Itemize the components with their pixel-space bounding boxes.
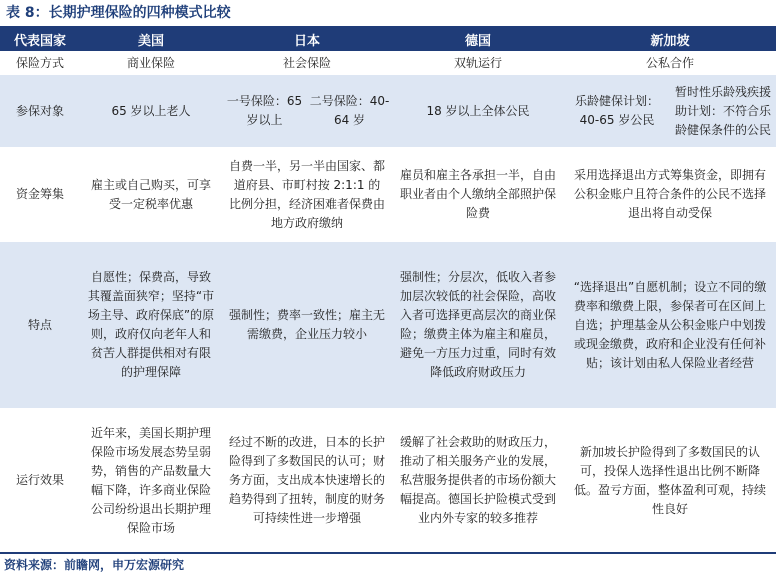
row-label-target: 参保对象	[0, 75, 80, 148]
cell-funding-jp: 自费一半，另一半由国家、都道府县、市町村按 2:1:1 的比例分担，经济困难者保费由地方政府缴纳	[222, 148, 392, 242]
cell-funding-sg: 采用选择退出方式筹集资金，即拥有公积金账户且符合条件的公民不选择退出将自动受保	[564, 148, 776, 242]
cell-mode-jp: 社会保险	[222, 52, 392, 75]
table-title: 表 8：长期护理保险的四种模式比较	[6, 5, 231, 21]
row-label-mode: 保险方式	[0, 52, 80, 75]
comparison-table	[0, 27, 776, 553]
header-country: 代表国家	[0, 27, 80, 52]
header-jp: 日本	[222, 27, 392, 52]
cell-effect-us: 近年来，美国长期护理保险市场发展态势呈弱势，销售的产品数量大幅下降，许多商业保险公司纷纷退出长期护理保险市场	[80, 409, 222, 553]
header-us: 美国	[80, 27, 222, 52]
source-note: 资料来源：前瞻网，申万宏源研究	[4, 558, 185, 572]
cell-mode-us: 商业保险	[80, 52, 222, 75]
cell-target-sg-second: 暂时性乐龄残疾援助计划：不符合乐龄健保条件的公民	[674, 84, 771, 137]
cell-target-de: 18 岁以上全体公民	[392, 75, 564, 148]
cell-target-sg	[564, 75, 776, 148]
cell-features-jp: 强制性；费率一致性；雇主无需缴费，企业压力较小	[222, 242, 392, 409]
header-sg: 新加坡	[564, 27, 776, 52]
cell-target-us: 65 岁以上老人	[80, 75, 222, 148]
cell-effect-de: 缓解了社会救助的财政压力，推动了相关服务产业的发展，私营服务提供者的市场份额大幅提高。德国长护险模式受到业内外专家的较多推荐	[392, 409, 564, 553]
cell-target-sg-first: 乐龄健保计划：40-65 岁公民	[574, 94, 659, 127]
row-label-effect: 运行效果	[0, 409, 80, 553]
table-row	[0, 75, 776, 148]
row-label-funding: 资金筹集	[0, 148, 80, 242]
header-row	[0, 27, 776, 52]
cell-features-sg: “选择退出”自愿机制；设立不同的缴费率和缴费上限，参保者可在区间上自选；护理基金从公积金账户中划拨或现金缴费，政府和企业没有任何补贴；该计划由私人保险业者经营	[564, 242, 776, 409]
header-de: 德国	[392, 27, 564, 52]
cell-target-jp-first: 一号保险：65 岁以上	[226, 94, 303, 127]
cell-mode-sg: 公私合作	[564, 52, 776, 75]
cell-features-de: 强制性；分层次，低收入者参加层次较低的社会保险，高收入者可选择更高层次的商业保险；缴费主体为雇主和雇员，避免一方压力过重，同时有效降低政府财政压力	[392, 242, 564, 409]
table-row	[0, 242, 776, 409]
bottom-rule	[0, 552, 776, 554]
cell-funding-us: 雇主或自己购买，可享受一定税率优惠	[80, 148, 222, 242]
cell-features-us: 自愿性；保费高，导致其覆盖面狭窄；坚持“市场主导、政府保底”的原则，政府仅向老年人和贫苦人群提供相对有限的护理保障	[80, 242, 222, 409]
cell-effect-jp: 经过不断的改进，日本的长护险得到了多数国民的认可；财务方面，支出成本快速增长的趋势得到了扭转，制度的财务可持续性进一步增强	[222, 409, 392, 553]
cell-effect-sg: 新加坡长护险得到了多数国民的认可，投保人选择性退出比例不断降低。盈亏方面，整体盈利可观，持续性良好	[564, 409, 776, 553]
cell-target-jp-second: 二号保险：40-64 岁	[309, 94, 390, 127]
cell-target-jp	[222, 75, 392, 148]
cell-funding-de: 雇员和雇主各承担一半，自由职业者由个人缴纳全部照护保险费	[392, 148, 564, 242]
table-row	[0, 52, 776, 75]
row-label-features: 特点	[0, 242, 80, 409]
cell-mode-de: 双轨运行	[392, 52, 564, 75]
table-row	[0, 409, 776, 553]
table-row	[0, 148, 776, 242]
